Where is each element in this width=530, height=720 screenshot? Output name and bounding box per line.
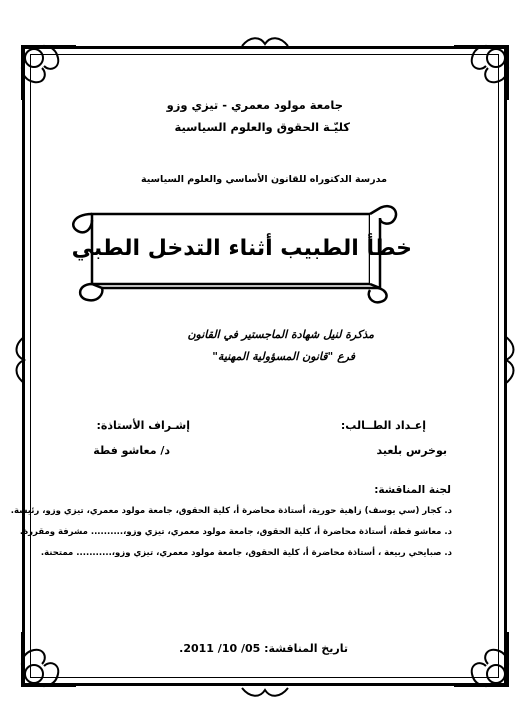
degree-statement: مذكرة لنيل شهادة الماجستير في القانون (187, 328, 374, 341)
jury-member: د. معاشو فطة، أستاذة محاضرة أ، كلية الحقوق، جامعة مولود معمري، تيزي وزو،.......... مشرفة ومقررة. (19, 527, 452, 537)
top-left-corner-ornament (14, 38, 84, 108)
supervisor-name: د/ معاشو فطة (93, 444, 170, 457)
student-name: بوخرس بلعيد (376, 444, 447, 457)
jury-label: لجنة المناقشة: (374, 484, 451, 496)
thesis-title: خطأ الطبيب أثناء التدخل الطبي (71, 236, 412, 261)
left-side-ornament (10, 335, 30, 385)
university-name: جامعة مولود معمري - تيزي وزو (166, 98, 343, 112)
jury-member: د. صبايحي ربيعة ، أستاذة محاضرة أ، كلية الحقوق، جامعة مولود معمري، تيزي وزو،........... ممتحنة. (40, 548, 452, 558)
faculty-name: كليّـة الحقوق والعلوم السياسية (174, 120, 350, 134)
bottom-side-ornament (240, 684, 290, 700)
inner-border-frame (30, 54, 499, 678)
top-right-corner-ornament (446, 38, 516, 108)
specialty: فرع "قانون المسؤولية المهنية" (212, 350, 355, 363)
supervision-label: إشـراف الأستاذة: (96, 419, 190, 432)
jury-member: د. كجار (سي يوسف) زاهية حورية، أستاذة محاضرة أ، كلية الحقوق، جامعة مولود معمري، تيزي وزو، رئيسة. (10, 506, 452, 516)
top-side-ornament (240, 34, 290, 50)
defense-date: تاريخ المناقشة: 05/ 10/ 2011. (179, 642, 348, 655)
bottom-right-corner-ornament (446, 624, 516, 694)
prepared-by-label: إعـداد الطــالب: (340, 419, 426, 432)
doctoral-school: مدرسة الدكتوراه للقانون الأساسي والعلوم السياسية (141, 174, 387, 185)
bottom-left-corner-ornament (14, 624, 84, 694)
right-side-ornament (500, 335, 520, 385)
